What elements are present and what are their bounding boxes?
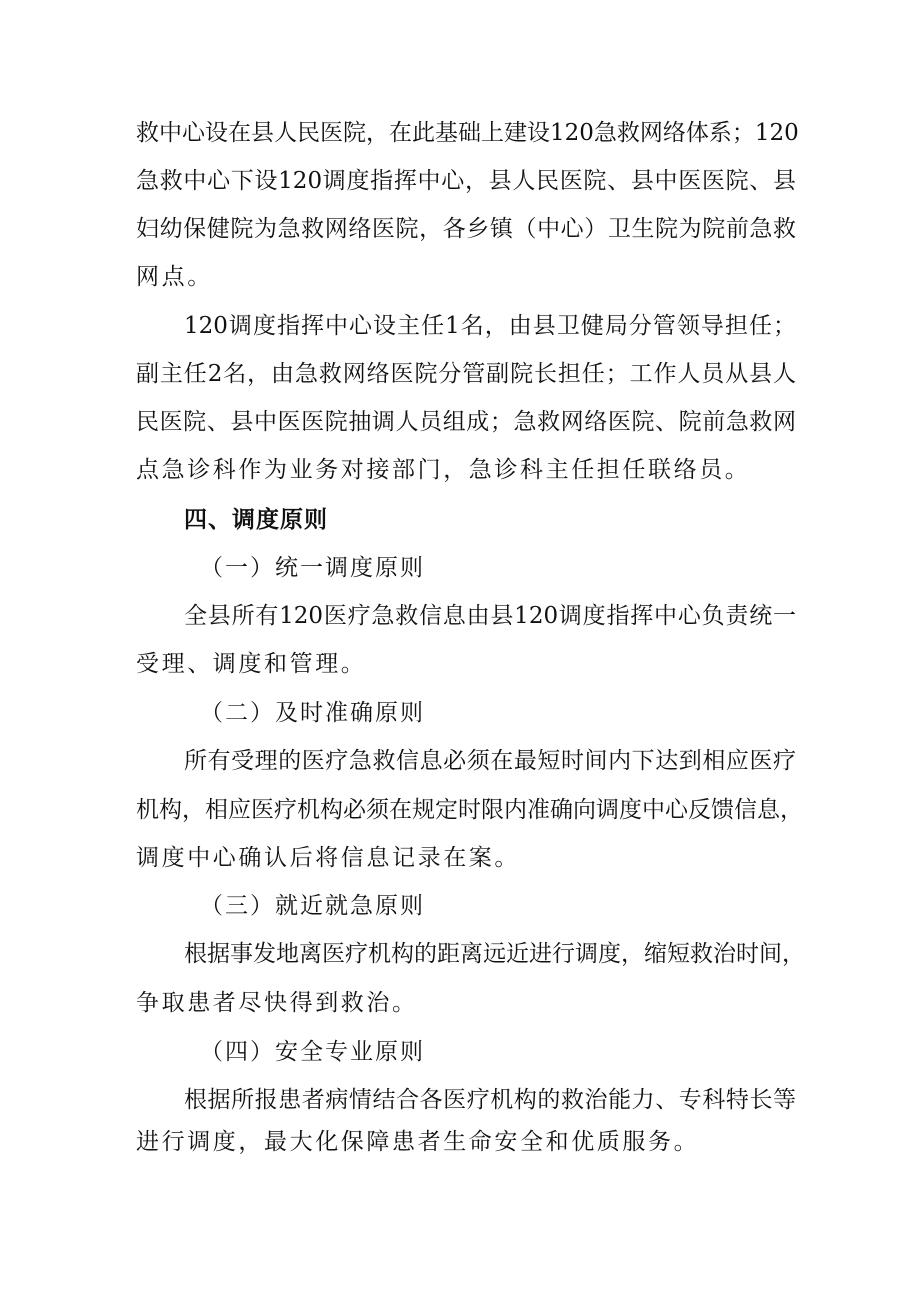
paragraph-line: 急救中心下设120调度指挥中心，县人民医院、县中医医院、县 <box>136 168 796 194</box>
paragraph-line: 根据事发地离医疗机构的距离远近进行调度，缩短救治时间， <box>184 941 805 967</box>
paragraph-line: 受理、调度和管理。 <box>136 651 367 677</box>
paragraph-line: 点急诊科作为业务对接部门，急诊科主任担任联络员。 <box>136 457 751 483</box>
paragraph-line: 调度中心确认后将信息记录在案。 <box>136 845 520 871</box>
paragraph-line: 救中心设在县人民医院，在此基础上建设120急救网络体系；120 <box>136 120 799 146</box>
paragraph-line: 副主任2名，由急救网络医院分管副院长担任；工作人员从县人 <box>136 361 796 387</box>
paragraph-line: 全县所有120医疗急救信息由县120调度指挥中心负责统一 <box>184 603 796 629</box>
paragraph-line: 根据所报患者病情结合各医疗机构的救治能力、专科特长等 <box>184 1087 796 1113</box>
subsection-title: （二）及时准确原则 <box>200 700 425 726</box>
paragraph-line: 进行调度，最大化保障患者生命安全和优质服务。 <box>136 1129 700 1155</box>
section-heading: 四、调度原则 <box>184 507 328 533</box>
paragraph-line: 所有受理的医疗急救信息必须在最短时间内下达到相应医疗 <box>184 748 796 774</box>
paragraph-line: 机构，相应医疗机构必须在规定时限内准确向调度中心反馈信息， <box>136 797 803 823</box>
paragraph-line: 网点。 <box>136 264 213 290</box>
paragraph-line: 妇幼保健院为急救网络医院，各乡镇（中心）卫生院为院前急救 <box>136 216 796 242</box>
subsection-title: （一）统一调度原则 <box>200 555 425 581</box>
paragraph-line: 争取患者尽快得到救治。 <box>136 990 418 1016</box>
paragraph-line: 120调度指挥中心设主任1名，由县卫健局分管领导担任； <box>184 313 796 339</box>
paragraph-line: 民医院、县中医医院抽调人员组成；急救网络医院、院前急救网 <box>136 409 796 435</box>
subsection-title: （三）就近就急原则 <box>200 893 425 919</box>
subsection-title: （四）安全专业原则 <box>200 1039 425 1065</box>
